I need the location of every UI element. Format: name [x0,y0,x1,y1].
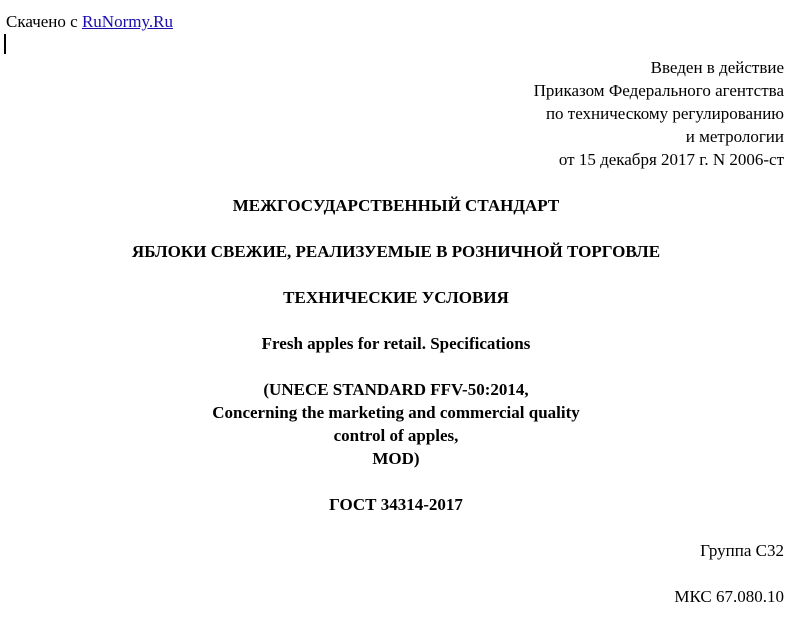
runormy-link[interactable]: RuNormy.Ru [81,12,173,31]
standard-type-heading: МЕЖГОСУДАРСТВЕННЫЙ СТАНДАРТ [232,196,560,215]
intro-line: по техническому регулированию [545,104,784,123]
mks-code: МКС 67.080.10 [674,587,784,606]
intro-line: и метрологии [685,127,784,146]
unece-line: MOD) [372,449,420,468]
download-prefix: Скачено с [6,12,82,31]
intro-line: Приказом Федерального агентства [533,81,784,100]
unece-line: control of apples, [333,426,459,445]
intro-line: Введен в действие [650,58,784,77]
gost-number: ГОСТ 34314-2017 [329,495,463,514]
text-cursor [4,34,6,54]
standard-subtitle-ru: ТЕХНИЧЕСКИЕ УСЛОВИЯ [283,288,509,307]
download-source [6,10,173,33]
unece-line: Concerning the marketing and commercial quality [212,403,580,422]
standard-name-en: Fresh apples for retail. Specifications [261,334,531,353]
unece-line: (UNECE STANDARD FFV-50:2014, [263,380,529,399]
intro-line: от 15 декабря 2017 г. N 2006-ст [558,150,784,169]
group-code: Группа С32 [700,541,784,560]
standard-name-ru: ЯБЛОКИ СВЕЖИЕ, РЕАЛИЗУЕМЫЕ В РОЗНИЧНОЙ ТОРГОВЛЕ [131,242,661,261]
